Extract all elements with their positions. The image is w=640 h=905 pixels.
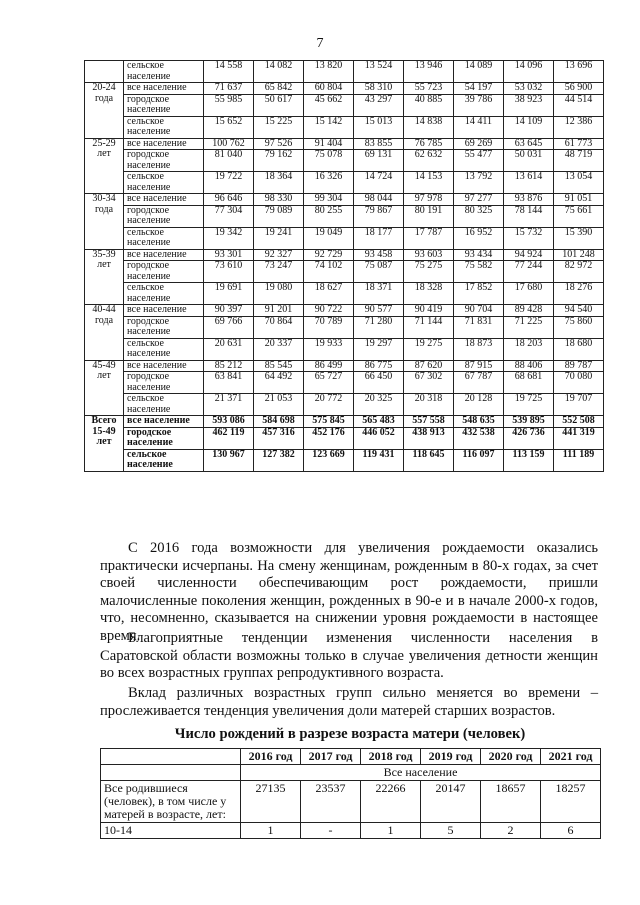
value-cell: 91 051	[554, 194, 604, 206]
value-cell: 87 915	[454, 360, 504, 372]
value-cell: 123 669	[304, 449, 354, 471]
table-row	[85, 194, 604, 206]
value-cell: 45 662	[304, 94, 354, 116]
paragraph-age-contribution: Вклад различных возрастных групп сильно меняется во времени – прослеживается тенденция увеличения доли матерей старших возрастов.	[100, 685, 598, 719]
value-cell: 438 913	[404, 427, 454, 449]
table-row	[101, 781, 601, 823]
value-cell: 70 789	[304, 316, 354, 338]
value-cell: 65 727	[304, 372, 354, 394]
value-cell: 71 144	[404, 316, 454, 338]
value-cell: 565 483	[354, 416, 404, 428]
births-by-mother-age-table	[100, 748, 601, 839]
value-cell: 452 176	[304, 427, 354, 449]
value-cell: 18 371	[354, 283, 404, 305]
value-cell: 584 698	[254, 416, 304, 428]
value-cell: 20 128	[454, 394, 504, 416]
value-cell: 5	[421, 823, 481, 839]
value-cell: 67 787	[454, 372, 504, 394]
year-header: 2020 год	[481, 749, 541, 765]
value-cell: 18257	[541, 781, 601, 823]
value-cell: 88 406	[504, 360, 554, 372]
table-row	[85, 227, 604, 249]
value-cell: -	[301, 823, 361, 839]
value-cell: 87 620	[404, 360, 454, 372]
value-cell: 2	[481, 823, 541, 839]
population-category-cell: все население	[124, 249, 204, 261]
value-cell: 90 722	[304, 305, 354, 317]
year-header: 2021 год	[541, 749, 601, 765]
value-cell: 14 089	[454, 61, 504, 83]
value-cell: 15 652	[204, 116, 254, 138]
value-cell: 15 142	[304, 116, 354, 138]
table-row	[85, 427, 604, 449]
value-cell: 64 492	[254, 372, 304, 394]
value-cell: 19 725	[504, 394, 554, 416]
table-row	[85, 261, 604, 283]
value-cell: 91 201	[254, 305, 304, 317]
value-cell: 17 787	[404, 227, 454, 249]
value-cell: 92 327	[254, 249, 304, 261]
table-row	[85, 205, 604, 227]
value-cell: 40 885	[404, 94, 454, 116]
value-cell: 18 364	[254, 172, 304, 194]
value-cell: 15 732	[504, 227, 554, 249]
value-cell: 18 328	[404, 283, 454, 305]
value-cell: 13 524	[354, 61, 404, 83]
value-cell: 70 864	[254, 316, 304, 338]
population-category-cell: сельское население	[124, 61, 204, 83]
population-category-cell: городское население	[124, 205, 204, 227]
value-cell: 18657	[481, 781, 541, 823]
value-cell: 99 304	[304, 194, 354, 206]
value-cell: 53 032	[504, 83, 554, 95]
value-cell: 68 681	[504, 372, 554, 394]
value-cell: 15 390	[554, 227, 604, 249]
value-cell: 19 297	[354, 338, 404, 360]
value-cell: 85 545	[254, 360, 304, 372]
value-cell: 18 680	[554, 338, 604, 360]
value-cell: 14 096	[504, 61, 554, 83]
value-cell: 86 499	[304, 360, 354, 372]
year-header: 2019 год	[421, 749, 481, 765]
value-cell: 127 382	[254, 449, 304, 471]
value-cell: 13 946	[404, 61, 454, 83]
paragraph-favorable-trends: Благоприятные тенденции изменения численности населения в Саратовской области возможны только в случае увеличения детности женщин во всех возрастных группах репродуктивного возраста.	[100, 630, 598, 681]
value-cell: 552 508	[554, 416, 604, 428]
value-cell: 79 867	[354, 205, 404, 227]
value-cell: 79 089	[254, 205, 304, 227]
table-row	[85, 394, 604, 416]
table-row	[101, 823, 601, 839]
year-header: 2017 год	[301, 749, 361, 765]
population-category-cell: сельское население	[124, 338, 204, 360]
table-row	[85, 116, 604, 138]
value-cell: 426 736	[504, 427, 554, 449]
value-cell: 20 337	[254, 338, 304, 360]
value-cell: 20147	[421, 781, 481, 823]
value-cell: 119 431	[354, 449, 404, 471]
value-cell: 15 225	[254, 116, 304, 138]
table-row	[85, 172, 604, 194]
header-blank-cell	[101, 749, 241, 765]
population-category-cell: городское население	[124, 372, 204, 394]
value-cell: 76 785	[404, 138, 454, 150]
row-label-cell: 10-14	[101, 823, 241, 839]
value-cell: 18 627	[304, 283, 354, 305]
value-cell: 65 842	[254, 83, 304, 95]
age-group-cell	[85, 61, 124, 83]
value-cell: 101 248	[554, 249, 604, 261]
year-header: 2018 год	[361, 749, 421, 765]
age-group-cell: 40-44 года	[85, 305, 124, 361]
value-cell: 90 419	[404, 305, 454, 317]
table-row	[85, 283, 604, 305]
section-label: Все население	[241, 765, 601, 781]
value-cell: 55 723	[404, 83, 454, 95]
value-cell: 557 558	[404, 416, 454, 428]
value-cell: 18 177	[354, 227, 404, 249]
value-cell: 17 852	[454, 283, 504, 305]
value-cell: 19 933	[304, 338, 354, 360]
value-cell: 77 304	[204, 205, 254, 227]
value-cell: 80 325	[454, 205, 504, 227]
value-cell: 20 631	[204, 338, 254, 360]
table-row	[85, 416, 604, 428]
value-cell: 94 540	[554, 305, 604, 317]
value-cell: 90 577	[354, 305, 404, 317]
table-row	[85, 449, 604, 471]
value-cell: 69 269	[454, 138, 504, 150]
value-cell: 77 244	[504, 261, 554, 283]
value-cell: 48 719	[554, 150, 604, 172]
value-cell: 69 131	[354, 150, 404, 172]
value-cell: 44 514	[554, 94, 604, 116]
value-cell: 18 203	[504, 338, 554, 360]
value-cell: 55 477	[454, 150, 504, 172]
value-cell: 13 614	[504, 172, 554, 194]
value-cell: 92 729	[304, 249, 354, 261]
population-category-cell: все население	[124, 360, 204, 372]
table-row	[85, 249, 604, 261]
value-cell: 56 900	[554, 83, 604, 95]
value-cell: 66 450	[354, 372, 404, 394]
value-cell: 89 787	[554, 360, 604, 372]
value-cell: 75 275	[404, 261, 454, 283]
value-cell: 75 661	[554, 205, 604, 227]
value-cell: 19 691	[204, 283, 254, 305]
year-header: 2016 год	[241, 749, 301, 765]
value-cell: 82 972	[554, 261, 604, 283]
value-cell: 67 302	[404, 372, 454, 394]
value-cell: 118 645	[404, 449, 454, 471]
value-cell: 38 923	[504, 94, 554, 116]
population-category-cell: городское население	[124, 261, 204, 283]
paragraph-fertility-exhausted: С 2016 года возможности для увеличения рождаемости оказались практически исчерпаны. На смену женщинам, рожденным в 80-х годах, за счет своей численности обеспечивающим рост рождаемости, пришли малочисленные поколения женщин, рожденных в 90-е и в начале 2000-х годов, что, несомненно, сказывается на снижении уровня рождаемости в настоящее время.	[100, 540, 598, 644]
value-cell: 14 153	[404, 172, 454, 194]
value-cell: 78 144	[504, 205, 554, 227]
value-cell: 75 582	[454, 261, 504, 283]
value-cell: 89 428	[504, 305, 554, 317]
value-cell: 54 197	[454, 83, 504, 95]
value-cell: 1	[361, 823, 421, 839]
value-cell: 50 031	[504, 150, 554, 172]
value-cell: 62 632	[404, 150, 454, 172]
value-cell: 462 119	[204, 427, 254, 449]
value-cell: 14 109	[504, 116, 554, 138]
value-cell: 12 386	[554, 116, 604, 138]
value-cell: 93 434	[454, 249, 504, 261]
age-group-cell: 35-39 лет	[85, 249, 124, 305]
value-cell: 91 404	[304, 138, 354, 150]
table-row	[85, 305, 604, 317]
value-cell: 432 538	[454, 427, 504, 449]
age-group-cell: 45-49 лет	[85, 360, 124, 416]
value-cell: 27135	[241, 781, 301, 823]
population-category-cell: сельское население	[124, 227, 204, 249]
table-row	[85, 150, 604, 172]
value-cell: 22266	[361, 781, 421, 823]
value-cell: 575 845	[304, 416, 354, 428]
section-row	[101, 765, 601, 781]
table-row	[85, 83, 604, 95]
births-table-title: Число рождений в разрезе возраста матери (человек)	[174, 726, 526, 742]
value-cell: 19 275	[404, 338, 454, 360]
value-cell: 96 646	[204, 194, 254, 206]
table-row	[85, 372, 604, 394]
value-cell: 93 876	[504, 194, 554, 206]
header-row	[101, 749, 601, 765]
value-cell: 63 841	[204, 372, 254, 394]
value-cell: 71 280	[354, 316, 404, 338]
value-cell: 58 310	[354, 83, 404, 95]
value-cell: 50 617	[254, 94, 304, 116]
value-cell: 13 792	[454, 172, 504, 194]
value-cell: 39 786	[454, 94, 504, 116]
value-cell: 98 044	[354, 194, 404, 206]
population-category-cell: все население	[124, 83, 204, 95]
population-category-cell: все население	[124, 138, 204, 150]
value-cell: 15 013	[354, 116, 404, 138]
value-cell: 441 319	[554, 427, 604, 449]
value-cell: 16 326	[304, 172, 354, 194]
population-category-cell: городское население	[124, 94, 204, 116]
population-category-cell: все население	[124, 416, 204, 428]
value-cell: 100 762	[204, 138, 254, 150]
value-cell: 80 255	[304, 205, 354, 227]
value-cell: 21 053	[254, 394, 304, 416]
table-row	[85, 94, 604, 116]
value-cell: 94 924	[504, 249, 554, 261]
value-cell: 98 330	[254, 194, 304, 206]
value-cell: 80 191	[404, 205, 454, 227]
value-cell: 19 049	[304, 227, 354, 249]
value-cell: 116 097	[454, 449, 504, 471]
value-cell: 90 704	[454, 305, 504, 317]
value-cell: 85 212	[204, 360, 254, 372]
value-cell: 63 645	[504, 138, 554, 150]
population-by-age-table	[84, 60, 604, 472]
age-group-cell: 20-24 года	[85, 83, 124, 139]
value-cell: 16 952	[454, 227, 504, 249]
value-cell: 97 526	[254, 138, 304, 150]
value-cell: 14 411	[454, 116, 504, 138]
population-category-cell: все население	[124, 194, 204, 206]
age-group-cell: Всего 15-49 лет	[85, 416, 124, 472]
value-cell: 14 558	[204, 61, 254, 83]
age-group-cell: 25-29 лет	[85, 138, 124, 194]
value-cell: 73 247	[254, 261, 304, 283]
value-cell: 20 318	[404, 394, 454, 416]
value-cell: 13 820	[304, 61, 354, 83]
value-cell: 20 772	[304, 394, 354, 416]
table-row	[85, 61, 604, 83]
value-cell: 1	[241, 823, 301, 839]
value-cell: 81 040	[204, 150, 254, 172]
value-cell: 75 078	[304, 150, 354, 172]
value-cell: 593 086	[204, 416, 254, 428]
row-label-cell: Все родившиеся (человек), в том числе у матерей в возрасте, лет:	[101, 781, 241, 823]
value-cell: 20 325	[354, 394, 404, 416]
value-cell: 71 225	[504, 316, 554, 338]
population-category-cell: сельское население	[124, 283, 204, 305]
value-cell: 61 773	[554, 138, 604, 150]
population-category-cell: городское население	[124, 427, 204, 449]
value-cell: 23537	[301, 781, 361, 823]
value-cell: 70 080	[554, 372, 604, 394]
value-cell: 75 860	[554, 316, 604, 338]
value-cell: 74 102	[304, 261, 354, 283]
value-cell: 539 895	[504, 416, 554, 428]
value-cell: 14 838	[404, 116, 454, 138]
value-cell: 21 371	[204, 394, 254, 416]
value-cell: 73 610	[204, 261, 254, 283]
value-cell: 19 080	[254, 283, 304, 305]
value-cell: 548 635	[454, 416, 504, 428]
table-row	[85, 338, 604, 360]
value-cell: 83 855	[354, 138, 404, 150]
table-row	[85, 316, 604, 338]
value-cell: 111 189	[554, 449, 604, 471]
value-cell: 14 724	[354, 172, 404, 194]
population-category-cell: сельское население	[124, 449, 204, 471]
value-cell: 17 680	[504, 283, 554, 305]
population-category-cell: городское население	[124, 150, 204, 172]
value-cell: 14 082	[254, 61, 304, 83]
value-cell: 446 052	[354, 427, 404, 449]
population-category-cell: сельское население	[124, 172, 204, 194]
value-cell: 18 873	[454, 338, 504, 360]
value-cell: 113 159	[504, 449, 554, 471]
value-cell: 18 276	[554, 283, 604, 305]
value-cell: 71 637	[204, 83, 254, 95]
value-cell: 19 342	[204, 227, 254, 249]
value-cell: 79 162	[254, 150, 304, 172]
value-cell: 86 775	[354, 360, 404, 372]
population-category-cell: сельское население	[124, 116, 204, 138]
value-cell: 69 766	[204, 316, 254, 338]
value-cell: 19 241	[254, 227, 304, 249]
value-cell: 71 831	[454, 316, 504, 338]
section-blank-cell	[101, 765, 241, 781]
value-cell: 13 696	[554, 61, 604, 83]
value-cell: 97 978	[404, 194, 454, 206]
table-row	[85, 138, 604, 150]
table-row	[85, 360, 604, 372]
population-category-cell: сельское население	[124, 394, 204, 416]
value-cell: 97 277	[454, 194, 504, 206]
value-cell: 13 054	[554, 172, 604, 194]
value-cell: 457 316	[254, 427, 304, 449]
age-group-cell: 30-34 года	[85, 194, 124, 250]
value-cell: 60 804	[304, 83, 354, 95]
value-cell: 93 301	[204, 249, 254, 261]
population-category-cell: все население	[124, 305, 204, 317]
value-cell: 43 297	[354, 94, 404, 116]
value-cell: 90 397	[204, 305, 254, 317]
value-cell: 19 707	[554, 394, 604, 416]
value-cell: 93 603	[404, 249, 454, 261]
page-number: 7	[316, 36, 324, 51]
value-cell: 55 985	[204, 94, 254, 116]
population-category-cell: городское население	[124, 316, 204, 338]
value-cell: 93 458	[354, 249, 404, 261]
value-cell: 6	[541, 823, 601, 839]
value-cell: 130 967	[204, 449, 254, 471]
value-cell: 75 087	[354, 261, 404, 283]
value-cell: 19 722	[204, 172, 254, 194]
